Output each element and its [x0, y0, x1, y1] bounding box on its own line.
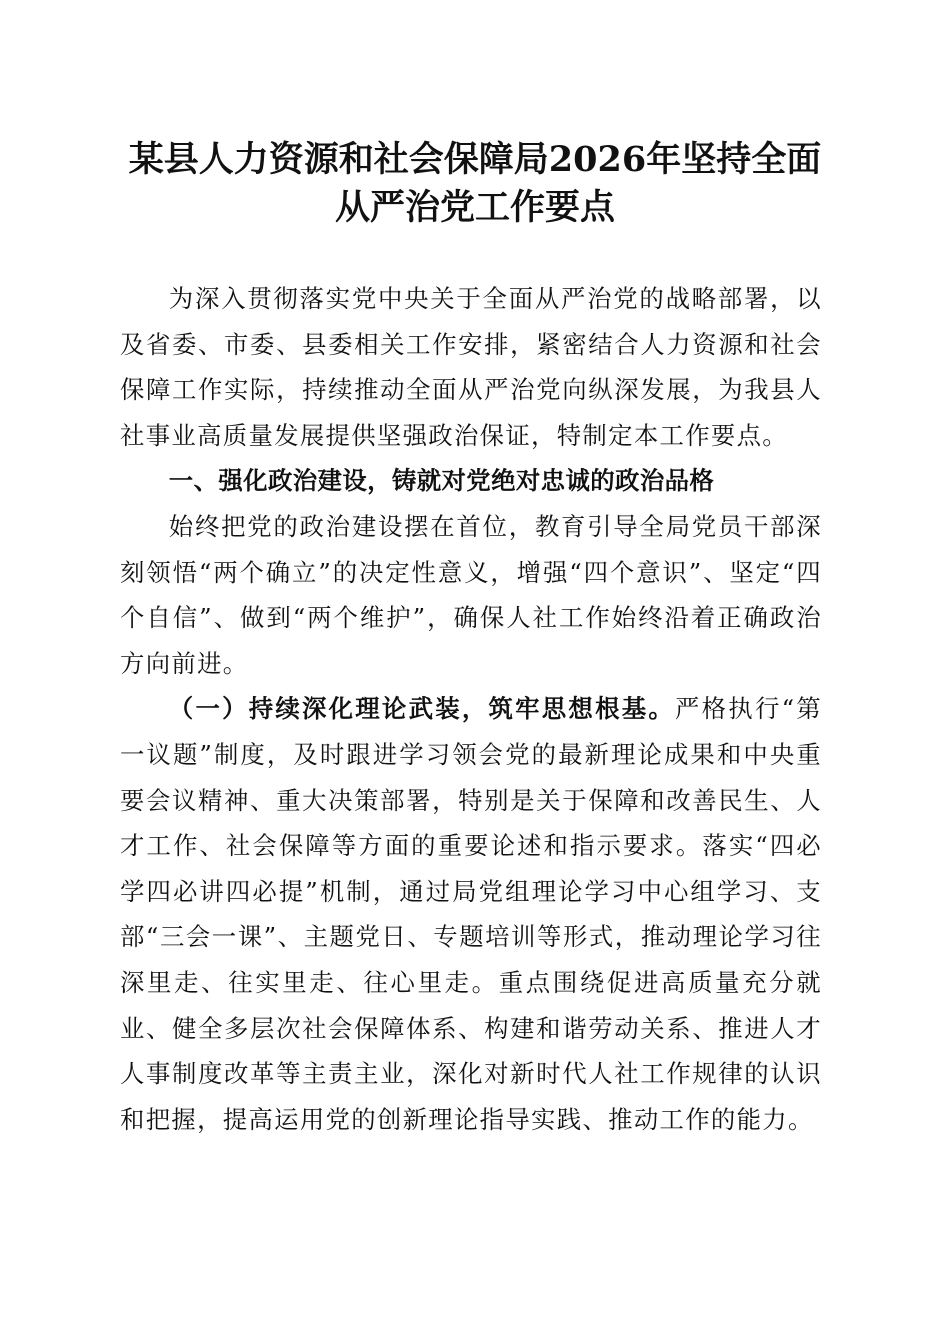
item-1-paragraph: [120, 686, 822, 1142]
document-body: [120, 276, 822, 1142]
title-line-1: 某县人力资源和社会保障局2026年坚持全面: [128, 139, 822, 180]
section-1-heading: 一、强化政治建设，铸就对党绝对忠诚的政治品格: [168, 466, 715, 496]
item-1-body: 严格执行“第一议题”制度，及时跟进学习领会党的最新理论成果和中央重要会议精神、重大决策部署，特别是关于保障和改善民生、人才工作、社会保障等方面的重要论述和指示要求。落实“四必学四必讲四必提”机制，通过局党组理论学习中心组学习、支部“三会一课”、主题党日、专题培训等形式，推动理论学习往深里走、往实里走、往心里走。重点围绕促进高质量充分就业、健全多层次社会保障体系、构建和谐劳动关系、推进人才人事制度改革等主责主业，深化对新时代人社工作规律的认识和把握，提高运用党的创新理论指导实践、推动工作的能力。: [120, 694, 822, 1134]
document-title: [100, 136, 850, 232]
section-1-paragraph: 始终把党的政治建设摆在首位，教育引导全局党员干部深刻领悟“两个确立”的决定性意义，增强“四个意识”、坚定“四个自信”、做到“两个维护”，确保人社工作始终沿着正确政治方向前进。: [120, 511, 822, 678]
item-1-heading: （一）持续深化理论武装，筑牢思想根基。: [168, 694, 676, 724]
title-line-2: 从严治党工作要点: [334, 187, 615, 228]
intro-paragraph: 为深入贯彻落实党中央关于全面从严治党的战略部署，以及省委、市委、县委相关工作安排，紧密结合人力资源和社会保障工作实际，持续推动全面从严治党向纵深发展，为我县人社事业高质量发展提供坚强政治保证，特制定本工作要点。: [120, 284, 822, 450]
